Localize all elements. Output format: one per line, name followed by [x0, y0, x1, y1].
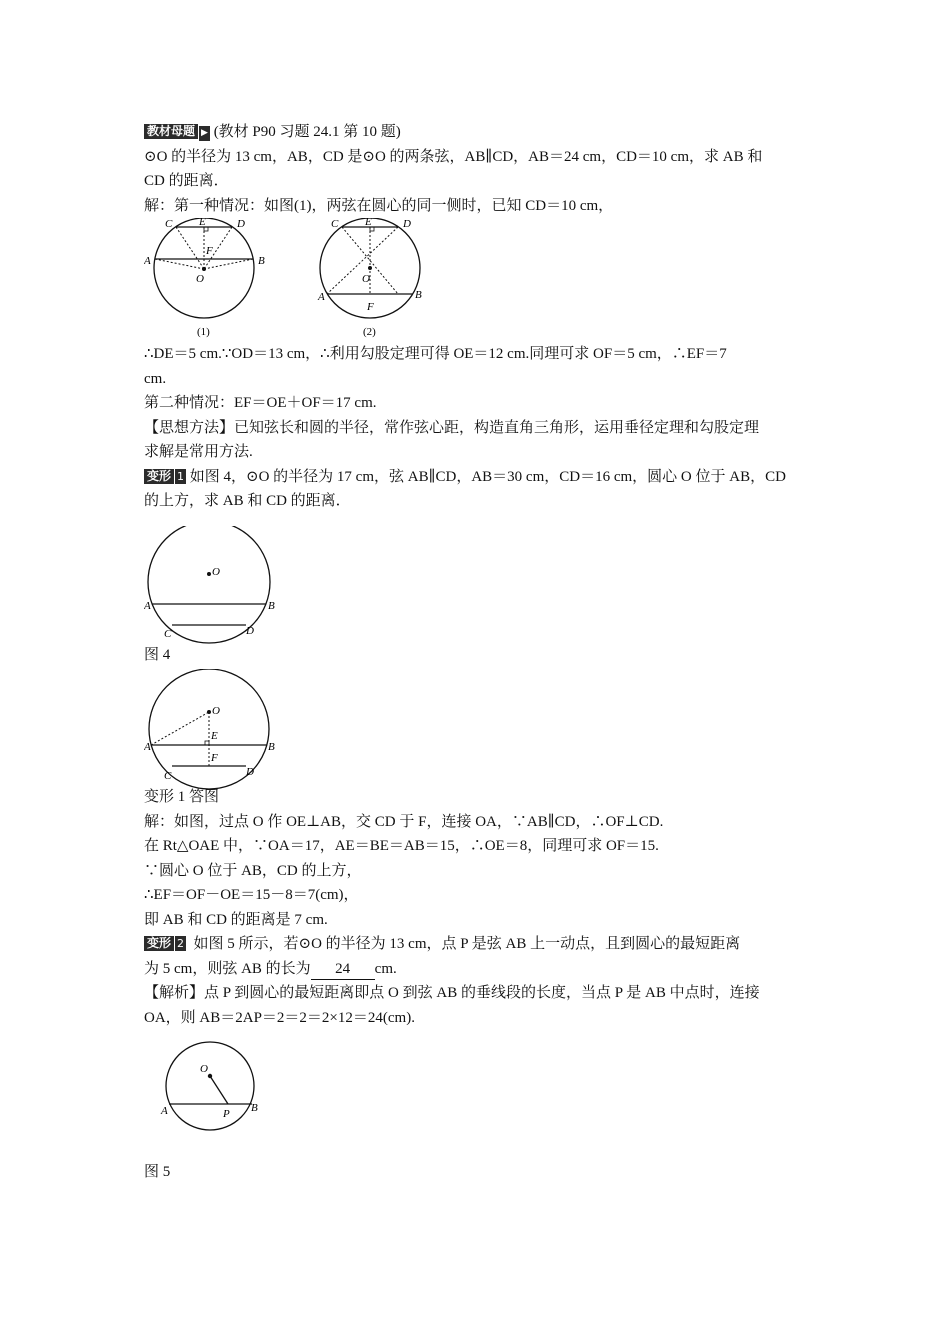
variant2-text-pre: 为 5 cm，则弦 AB 的长为 — [144, 960, 311, 977]
fig2-caption: (2) — [363, 326, 376, 338]
play-arrow-icon: ▶ — [199, 126, 210, 141]
textbook-reference: (教材 P90 习题 24.1 第 10 题) — [213, 124, 401, 140]
analysis-line-2: OA，则 AB＝2AP＝2＝2＝2×12＝24(cm). — [144, 1009, 415, 1026]
fig4-label-d: D — [246, 624, 254, 637]
fig2-label-a: A — [318, 291, 325, 303]
ans-label-c: C — [164, 770, 172, 782]
fig4-label-c: C — [164, 627, 172, 640]
solution-line-4: 第二种情况：EF＝OE＋OF＝17 cm. — [144, 395, 377, 411]
variant2-line-2 — [144, 957, 814, 982]
variant2-number: 2 — [177, 937, 185, 950]
fig2-label-b: B — [415, 289, 422, 301]
variant1-solution-3: ∵圆心 O 位于 AB，CD 的上方， — [144, 862, 362, 879]
fig5-label-o: O — [200, 1063, 208, 1075]
textbook-tag: 教材母题 — [144, 124, 198, 139]
ans-label-b: B — [268, 741, 275, 753]
variant1-text: 如图 4，⊙O 的半径为 17 cm，弦 AB∥CD，AB＝30 cm，CD＝16 cm，圆心 O 位于 AB，CD — [189, 468, 786, 485]
fig1-label-a: A — [144, 255, 151, 267]
figure-4 — [144, 526, 284, 651]
figure-variant1-answer — [144, 669, 284, 791]
answer-blank: 24 — [311, 959, 375, 980]
fig4-label-o: O — [212, 565, 220, 578]
variant1-solution-2: 在 Rt△OAE 中，∵OA＝17，AE＝BE＝AB＝15，∴OE＝8，同理可求 OF＝15. — [144, 838, 659, 854]
variant2-text-post: cm. — [374, 960, 397, 977]
ans-label-d: D — [246, 766, 254, 778]
fig1-label-b: B — [258, 255, 265, 267]
fig1-label-d: D — [237, 218, 245, 230]
solution-line-3: cm. — [144, 370, 167, 387]
fig1-label-c: C — [165, 218, 173, 230]
document-page — [144, 118, 814, 1185]
fig5-label-a: A — [161, 1105, 168, 1117]
variant1-line-1 — [144, 465, 814, 490]
fig1-caption: (1) — [197, 326, 210, 338]
method-line-1: 【思想方法】已知弦长和圆的半径，常作弦心距，构造直角三角形，运用垂径定理和勾股定理 — [144, 419, 760, 436]
figure-variant1-answer-caption: 变形 1 答图 — [144, 789, 220, 805]
fig2-label-c: C — [331, 218, 339, 230]
variant2-text: 如图 5 所示，若⊙O 的半径为 13 cm，点 P 是弦 AB 上一动点，且到圆心的最短距离 — [193, 936, 741, 952]
variant2-line-1 — [144, 932, 814, 957]
variant2-tag: 变形 — [144, 936, 174, 951]
problem-line-2: CD 的距离． — [144, 173, 229, 189]
solution-line-2: ∴DE＝5 cm.∵OD＝13 cm，∴利用勾股定理可得 OE＝12 cm.同理可求 OF＝5 cm，∴EF＝7 — [144, 346, 727, 362]
variant1-number: 1 — [177, 469, 185, 483]
variant1-line-2: 的上方，求 AB 和 CD 的距离． — [144, 493, 351, 509]
figure-1 — [144, 218, 284, 340]
ans-label-e: E — [211, 730, 218, 742]
figures-top — [144, 218, 814, 340]
fig1-label-f: F — [206, 245, 213, 257]
variant1-solution-1: 解：如图，过点 O 作 OE⊥AB，交 CD 于 F，连接 OA，∵AB∥CD，∴OF⊥CD. — [144, 813, 664, 830]
ans-label-a: A — [144, 741, 151, 753]
fig5-label-b: B — [251, 1102, 258, 1114]
fig2-label-f: F — [367, 301, 374, 313]
fig2-label-e: E — [365, 218, 372, 228]
ans-label-o: O — [212, 705, 220, 717]
figure-2 — [314, 218, 454, 340]
fig4-label-a: A — [144, 599, 151, 612]
fig2-label-o: O — [362, 273, 370, 285]
solution-line-1: 解：第一种情况：如图(1)，两弦在圆心的同一侧时，已知 CD＝10 cm， — [144, 197, 614, 214]
analysis-line-1: 【解析】点 P 到圆心的最短距离即点 O 到弦 AB 的垂线段的长度，当点 P 是 AB 中点时，连接 — [144, 985, 760, 1001]
method-line-2: 求解是常用方法. — [144, 444, 253, 460]
fig4-label-b: B — [268, 599, 275, 612]
variant1-solution-5: 即 AB 和 CD 的距离是 7 cm. — [144, 911, 328, 928]
fig2-label-d: D — [403, 218, 411, 230]
figure-5 — [144, 1038, 274, 1138]
fig5-label-p: P — [223, 1108, 230, 1120]
ans-label-f: F — [211, 752, 218, 764]
header-line — [144, 120, 814, 145]
figure-5-caption: 图 5 — [144, 1164, 171, 1180]
fig1-label-o: O — [196, 273, 204, 285]
fig1-label-e: E — [199, 218, 206, 228]
problem-line-1: ⊙O 的半径为 13 cm，AB，CD 是⊙O 的两条弦，AB∥CD，AB＝24 cm，CD＝10 cm，求 AB 和 — [144, 148, 763, 165]
figure-4-caption: 图 4 — [144, 646, 171, 663]
variant1-solution-4: ∴EF＝OF－OE＝15－8＝7(cm)， — [144, 887, 359, 903]
variant1-tag: 变形 — [144, 469, 174, 484]
